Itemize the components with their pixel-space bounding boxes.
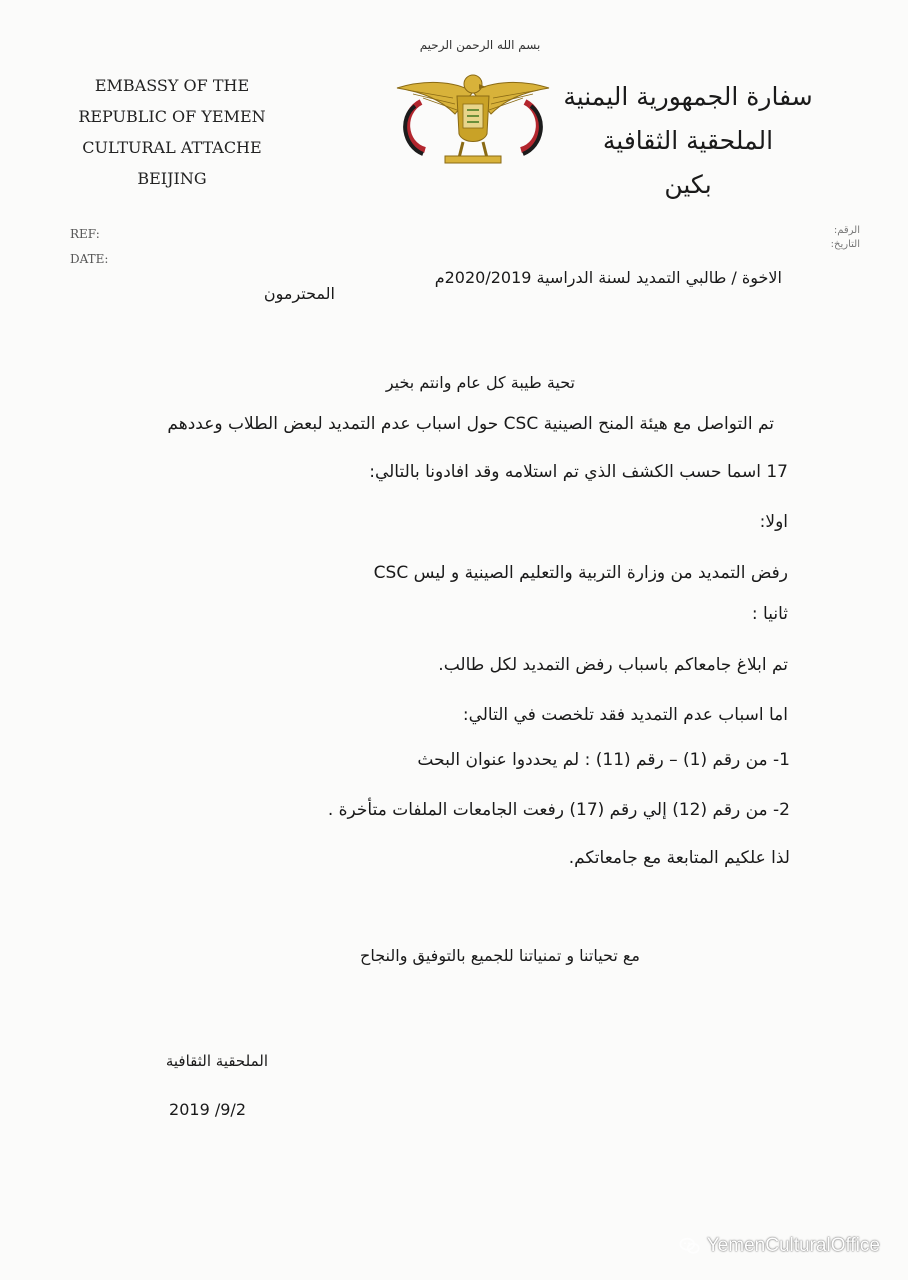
signature-name: الملحقية الثقافية [165,1052,268,1070]
watermark [679,1235,880,1257]
basmala: بسم الله الرحمن الرحيم [419,38,541,52]
ref-label: REF: [70,227,100,241]
ref-label-ar: الرقم: [833,225,860,236]
letterhead-line: بكين [664,170,712,199]
letterhead-line: سفارة الجمهورية اليمنية [563,82,813,111]
salutation: الاخوة / طالبي التمديد لسنة الدراسية 2020/2019م [434,268,782,287]
letterhead-line: الملحقية الثقافية [602,126,774,155]
arabic-letterhead [528,75,848,207]
closing-line: مع تحياتنا و تمنياتنا للجميع بالتوفيق والنجاح [360,946,640,965]
body-paragraph: تم ابلاغ جامعاكم باسباب رفض التمديد لكل طالب. [438,655,788,675]
body-paragraph: 1- من رقم (1) – رقم (11) : لم يحددوا عنوان البحث [417,750,790,770]
letterhead-line: EMBASSY OF THE [94,76,250,95]
date-label: DATE: [70,252,109,266]
body-paragraph: لذا علكيم المتابعة مع جامعاتكم. [568,848,790,868]
body-paragraph: 17 اسما حسب الكشف الذي تم استلامه وقد افادونا بالتالي: [369,462,788,482]
letterhead-line: BEIJING [137,169,207,188]
date-label-ar: التاريخ: [830,239,860,250]
body-paragraph: تم التواصل مع هيئة المنح الصينية CSC حول اسباب عدم التمديد لبعض الطلاب وعددهم [167,414,774,434]
respect-title: المحترمون [263,284,335,303]
letterhead-line: CULTURAL ATTACHE [82,138,262,157]
greeting: تحية طيبة كل عام وانتم بخير [385,373,575,392]
letterhead-line: REPUBLIC OF YEMEN [78,107,266,126]
ref-block-en [70,222,108,272]
body-paragraph: اما اسباب عدم التمديد فقد تلخصت في التالي: [462,705,788,725]
ref-block-ar [831,224,860,252]
body-paragraph: 2- من رقم (12) إلي رقم (17) رفعت الجامعات الملفات متأخرة . [327,800,790,820]
body-paragraph: رفض التمديد من وزارة التربية والتعليم الصينية و ليس CSC [373,563,788,583]
signature-date: 2019 /9/2 [169,1100,246,1119]
watermark-text: YemenCulturalOffice [706,1235,880,1256]
english-letterhead [62,70,282,194]
body-paragraph: اولا: [759,512,788,532]
wechat-icon [679,1235,701,1257]
body-paragraph: ثانيا : [751,604,788,624]
